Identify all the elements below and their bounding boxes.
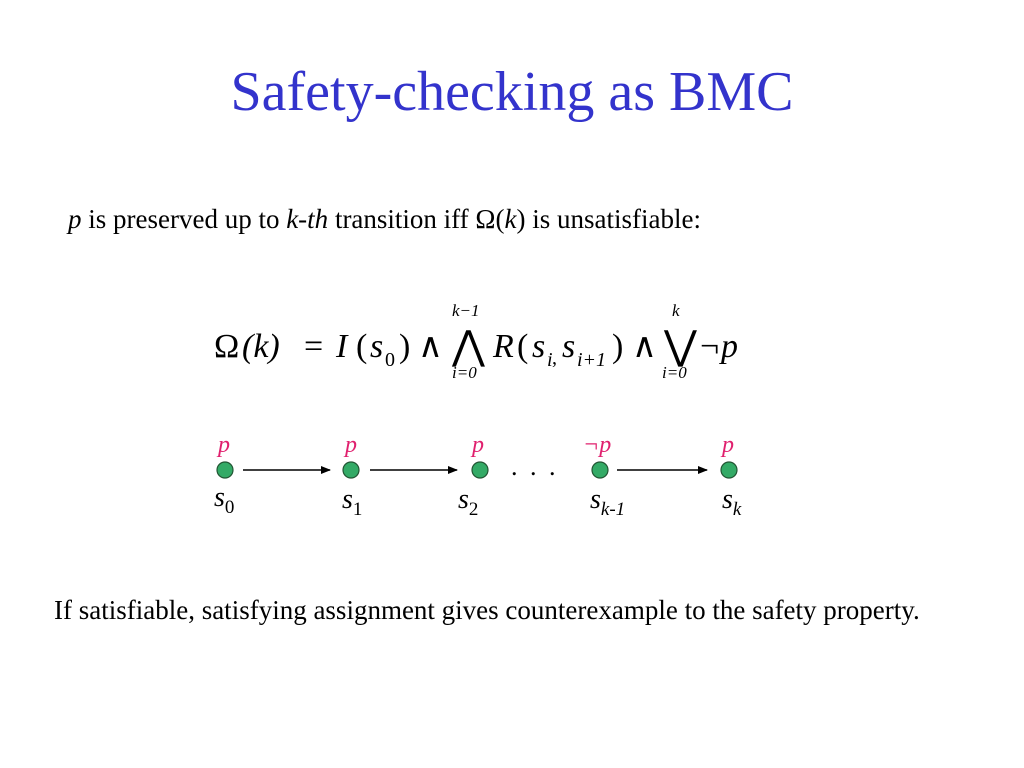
formula-close1: ): [399, 328, 411, 365]
formula-I: I: [336, 328, 348, 365]
formula-R: R: [493, 328, 514, 365]
intro-p: p: [68, 204, 82, 234]
state-node-0: [217, 462, 233, 478]
formula-neg-p: ¬p: [698, 328, 738, 365]
state-name-0: s: [214, 482, 225, 513]
formula-si1-sub: i+1: [577, 349, 607, 371]
state-name-3: s: [590, 484, 601, 515]
formula-omega: Ω: [214, 328, 240, 365]
formula-bigor: ⋁: [664, 323, 697, 368]
state-name-label-2: [458, 484, 478, 521]
state-subscript-2: 2: [468, 499, 479, 520]
formula-and-1: ∧: [418, 328, 443, 365]
state-name-4: s: [722, 484, 733, 515]
state-subscript-1: 1: [352, 499, 363, 520]
state-prop-label-0: p: [218, 432, 230, 458]
state-name-2: s: [458, 484, 469, 515]
state-node-2: [472, 462, 488, 478]
intro-k: k: [504, 204, 517, 234]
intro-paren: (: [495, 204, 505, 234]
formula-bigand-lower: i=0: [452, 363, 477, 382]
formula-bigand: ⋀: [452, 323, 485, 368]
intro-omega: Ω: [475, 204, 496, 234]
state-subscript-0: 0: [224, 497, 235, 518]
formula-bigor-lower: i=0: [662, 363, 687, 382]
ellipsis: . . .: [511, 452, 559, 481]
formula-close2: ): [612, 328, 624, 365]
state-name-1: s: [342, 484, 353, 515]
state-name-label-4: [722, 484, 741, 521]
state-name-label-0: [214, 482, 234, 519]
formula-s0: s: [370, 328, 384, 365]
state-prop-label-1: p: [345, 432, 357, 458]
state-prop-label-2: p: [472, 432, 484, 458]
formula-lhs-args: (k): [242, 328, 280, 365]
formula-equals: =: [304, 328, 324, 365]
formula-si-sub: i: [547, 349, 553, 371]
formula-and-2: ∧: [632, 328, 657, 365]
slide-title: Safety-checking as BMC: [230, 61, 794, 123]
state-subscript-3: k-1: [600, 499, 626, 520]
formula-bigor-upper: k: [672, 301, 680, 320]
state-node-1: [343, 462, 359, 478]
formula-open1: (: [356, 328, 368, 365]
formula-s0-sub: 0: [385, 349, 395, 371]
intro-text-1: is preserved up to: [81, 204, 287, 234]
state-subscript-4: k: [732, 499, 742, 520]
formula-comma: ,: [552, 347, 557, 369]
intro-text-2: transition iff: [328, 204, 476, 234]
intro-kth: k-th: [286, 204, 329, 234]
state-name-label-1: [342, 484, 362, 521]
formula-bigand-upper: k−1: [452, 301, 480, 320]
state-node-4: [721, 462, 737, 478]
state-prop-label-3: ¬p: [583, 432, 612, 458]
state-prop-label-4: p: [722, 432, 734, 458]
formula-si1: s: [562, 328, 576, 365]
state-name-label-3: [590, 484, 625, 521]
state-node-3: [592, 462, 608, 478]
formula-si: s: [532, 328, 546, 365]
formula-open2: (: [517, 328, 529, 365]
omega-formula: [214, 298, 814, 408]
intro-statement: [68, 204, 701, 235]
conclusion-text: If satisfiable, satisfying assignment gives counterexample to the safety property.: [54, 595, 920, 625]
intro-text-3: ) is unsatisfiable:: [516, 204, 701, 234]
